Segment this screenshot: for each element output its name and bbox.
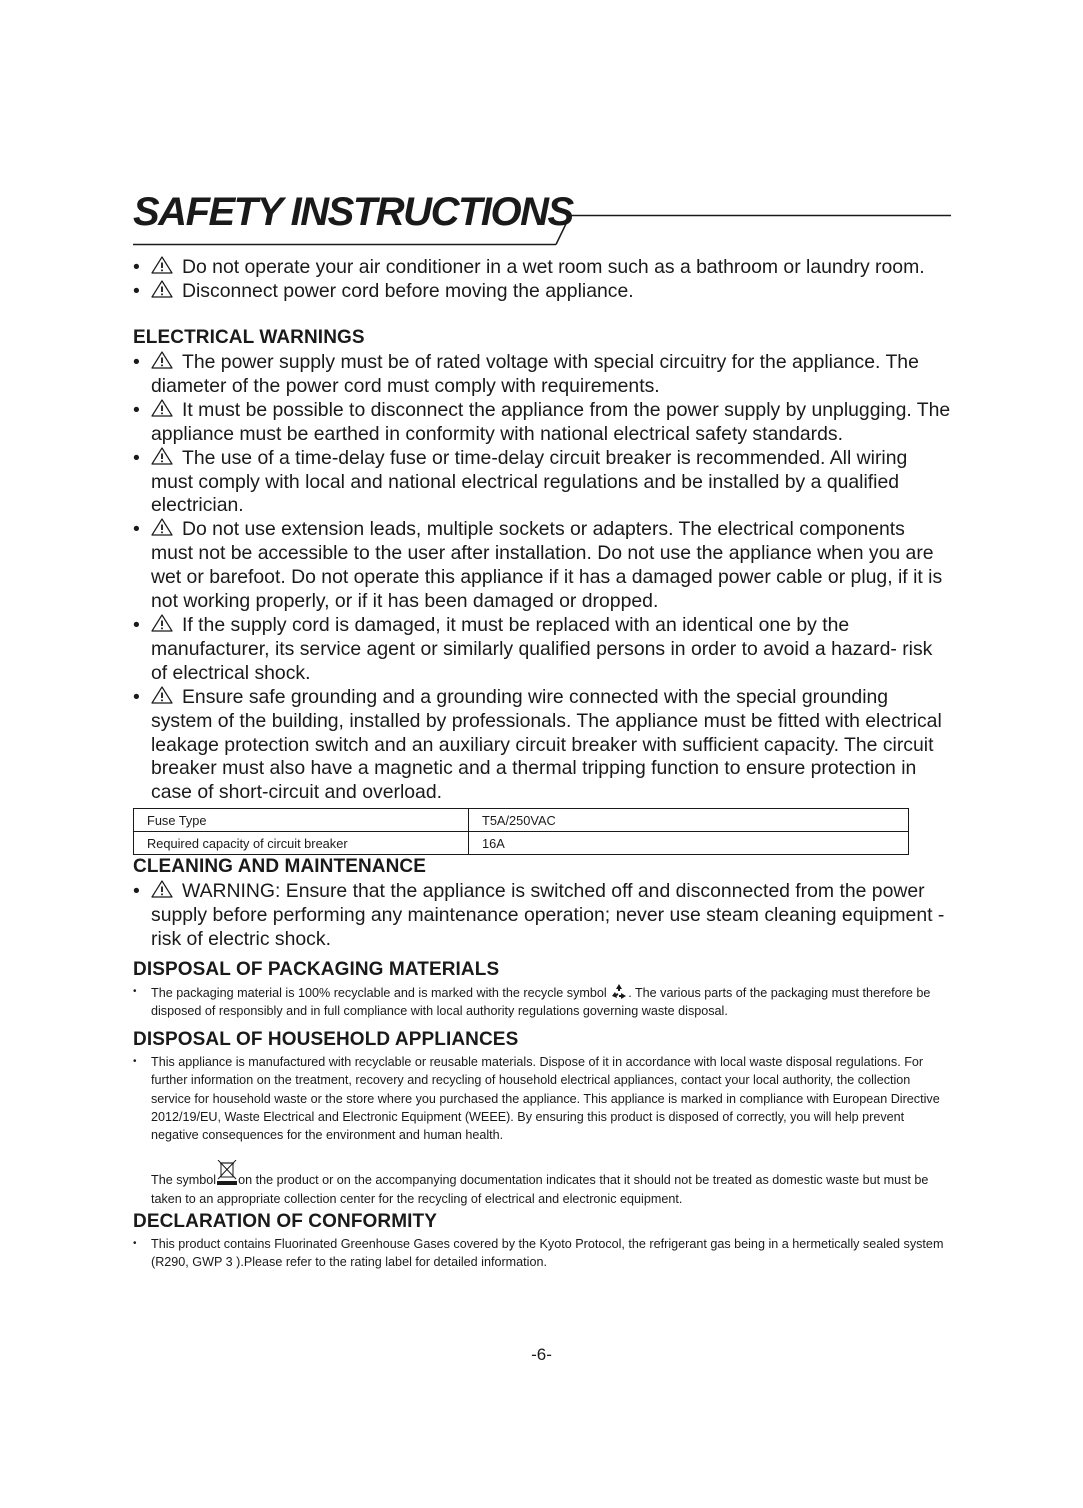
bullet: • [133, 256, 140, 278]
list-item [133, 686, 951, 806]
list-item-text: It must be possible to disconnect the appliance from the power supply by unplugging. The appliance must be earthed in conformity with national electrical safety standards. [151, 398, 951, 445]
household-heading: DISPOSAL OF HOUSEHOLD APPLIANCES [133, 1029, 519, 1050]
bullet: • [133, 1238, 137, 1249]
bullet: • [133, 1056, 137, 1067]
packaging-text-a: The packaging material is 100% recyclable and is marked with the recycle symbol [151, 986, 607, 1000]
table-value-cell: T5A/250VAC [469, 809, 909, 832]
warning-triangle-icon [151, 614, 173, 632]
warning-triangle-icon [151, 686, 173, 704]
bullet: • [133, 446, 140, 469]
weee-text-a: The symbol [151, 1173, 217, 1188]
bullet: • [133, 880, 140, 902]
spec-table [133, 808, 909, 855]
cleaning-list [133, 880, 951, 952]
list-item-text: WARNING: Ensure that the appliance is switched off and disconnected from the power supply before performing any maintenance operation; never use steam cleaning equipment - risk of electric shock. [151, 880, 945, 950]
list-item [133, 280, 951, 304]
list-item [133, 1053, 951, 1208]
bullet: • [133, 398, 140, 421]
list-item [133, 518, 951, 614]
packaging-list [133, 983, 951, 1021]
cleaning-section [133, 855, 951, 952]
warning-triangle-icon [151, 399, 173, 417]
conformity-list [133, 1235, 951, 1272]
list-item-text: If the supply cord is damaged, it must be replaced with an identical one by the manufacturer, its service agent or similarly qualified persons in order to avoid a hazard- risk of electrical shock. [151, 613, 933, 684]
electrical-section [133, 326, 951, 855]
list-item-text: Do not use extension leads, multiple sockets or adapters. The electrical components must not be accessible to the user after installation. Do not use the appliance when you are wet or barefoot. Do not operate this appliance if it has a damaged power cable or plug, if it is not working properly, or if it has been damaged or dropped. [151, 518, 943, 613]
household-section [133, 1028, 951, 1208]
cleaning-heading: CLEANING AND MAINTENANCE [133, 856, 427, 877]
weee-text-b: on the product or on the accompanying documentation indicates that it should not be treated as domestic waste but must be taken to an appropriate collection center for the recycling of electrical and electronic equipment. [151, 1173, 929, 1206]
warning-triangle-icon [151, 280, 173, 298]
warning-triangle-icon [151, 447, 173, 465]
list-item-text: The power supply must be of rated voltage with special circuitry for the appliance. The diameter of the power cord must comply with requirements. [151, 351, 919, 397]
bullet: • [133, 613, 140, 636]
recycle-icon [610, 983, 628, 1001]
table-value-cell: 16A [469, 832, 909, 855]
bullet: • [133, 986, 137, 997]
list-item [133, 399, 951, 447]
bullet: • [133, 351, 140, 373]
list-item [133, 880, 951, 952]
conformity-heading: DECLARATION OF CONFORMITY [133, 1211, 438, 1232]
list-item-text: The use of a time-delay fuse or time-delay circuit breaker is recommended. All wiring must comply with local and national electrical regulations and be installed by a qualified electrician. [151, 446, 908, 517]
list-item-text: Ensure safe grounding and a grounding wire connected with the special grounding system of the building, installed by professionals. The appliance must be fitted with electrical leakage protection switch and an auxiliary circuit breaker with sufficient capacity. The circuit breaker must also have a magnetic and a thermal tripping function to ensure protection in case of short-circuit and overload. [151, 685, 942, 804]
conformity-text: This product contains Fluorinated Greenhouse Gases covered by the Kyoto Protocol, the refrigerant gas being in a hermetically sealed system (R290, GWP 3 ).Please refer to the rating label for detailed information. [151, 1237, 944, 1270]
list-item-text: Do not operate your air conditioner in a wet room such as a bathroom or laundry room. [182, 256, 925, 278]
packaging-text-b: . The various parts of the packaging must therefore be disposed of responsibly and in full compliance with local authority regulations governing waste disposal. [151, 986, 931, 1019]
list-item [133, 983, 951, 1021]
household-list [133, 1053, 951, 1208]
title-block [133, 188, 951, 250]
warning-triangle-icon [151, 256, 173, 274]
household-text: This appliance is manufactured with recyclable or reusable materials. Dispose of it in accordance with local waste disposal regulations. For further information on the treatment, recovery and recycling of household electrical appliances, contact your local authority, the collection service for household waste or the store where you purchased the appliance. This appliance is marked in compliance with European Directive 2012/19/EU, Waste Electrical and Electronic Equipment (WEEE). By ensuring this product is disposed of correctly, you will help prevent negative consequences for the environment and human health. [151, 1055, 940, 1143]
table-row [134, 832, 909, 855]
list-item [133, 1235, 951, 1272]
electrical-list [133, 351, 951, 805]
table-label-cell: Fuse Type [134, 809, 469, 832]
weee-paragraph [151, 1160, 951, 1208]
intro-list [133, 256, 951, 304]
crossed-bin-icon [216, 1160, 238, 1186]
packaging-heading: DISPOSAL OF PACKAGING MATERIALS [133, 959, 500, 980]
warning-triangle-icon [151, 518, 173, 536]
table-label-cell: Required capacity of circuit breaker [134, 832, 469, 855]
packaging-section [133, 958, 951, 1021]
bullet: • [133, 685, 140, 708]
list-item-text: Disconnect power cord before moving the appliance. [182, 279, 634, 302]
list-item [133, 256, 951, 280]
bullet: • [133, 279, 140, 302]
page-title: SAFETY INSTRUCTIONS [133, 190, 573, 234]
list-item [133, 447, 951, 519]
page-number: -6- [531, 1345, 552, 1364]
intro-section [133, 256, 951, 304]
electrical-heading: ELECTRICAL WARNINGS [133, 327, 365, 348]
table-row [134, 809, 909, 832]
list-item [133, 351, 951, 399]
conformity-section [133, 1210, 951, 1272]
list-item [133, 614, 951, 686]
warning-triangle-icon [151, 351, 173, 369]
bullet: • [133, 518, 140, 541]
warning-triangle-icon [151, 880, 173, 898]
